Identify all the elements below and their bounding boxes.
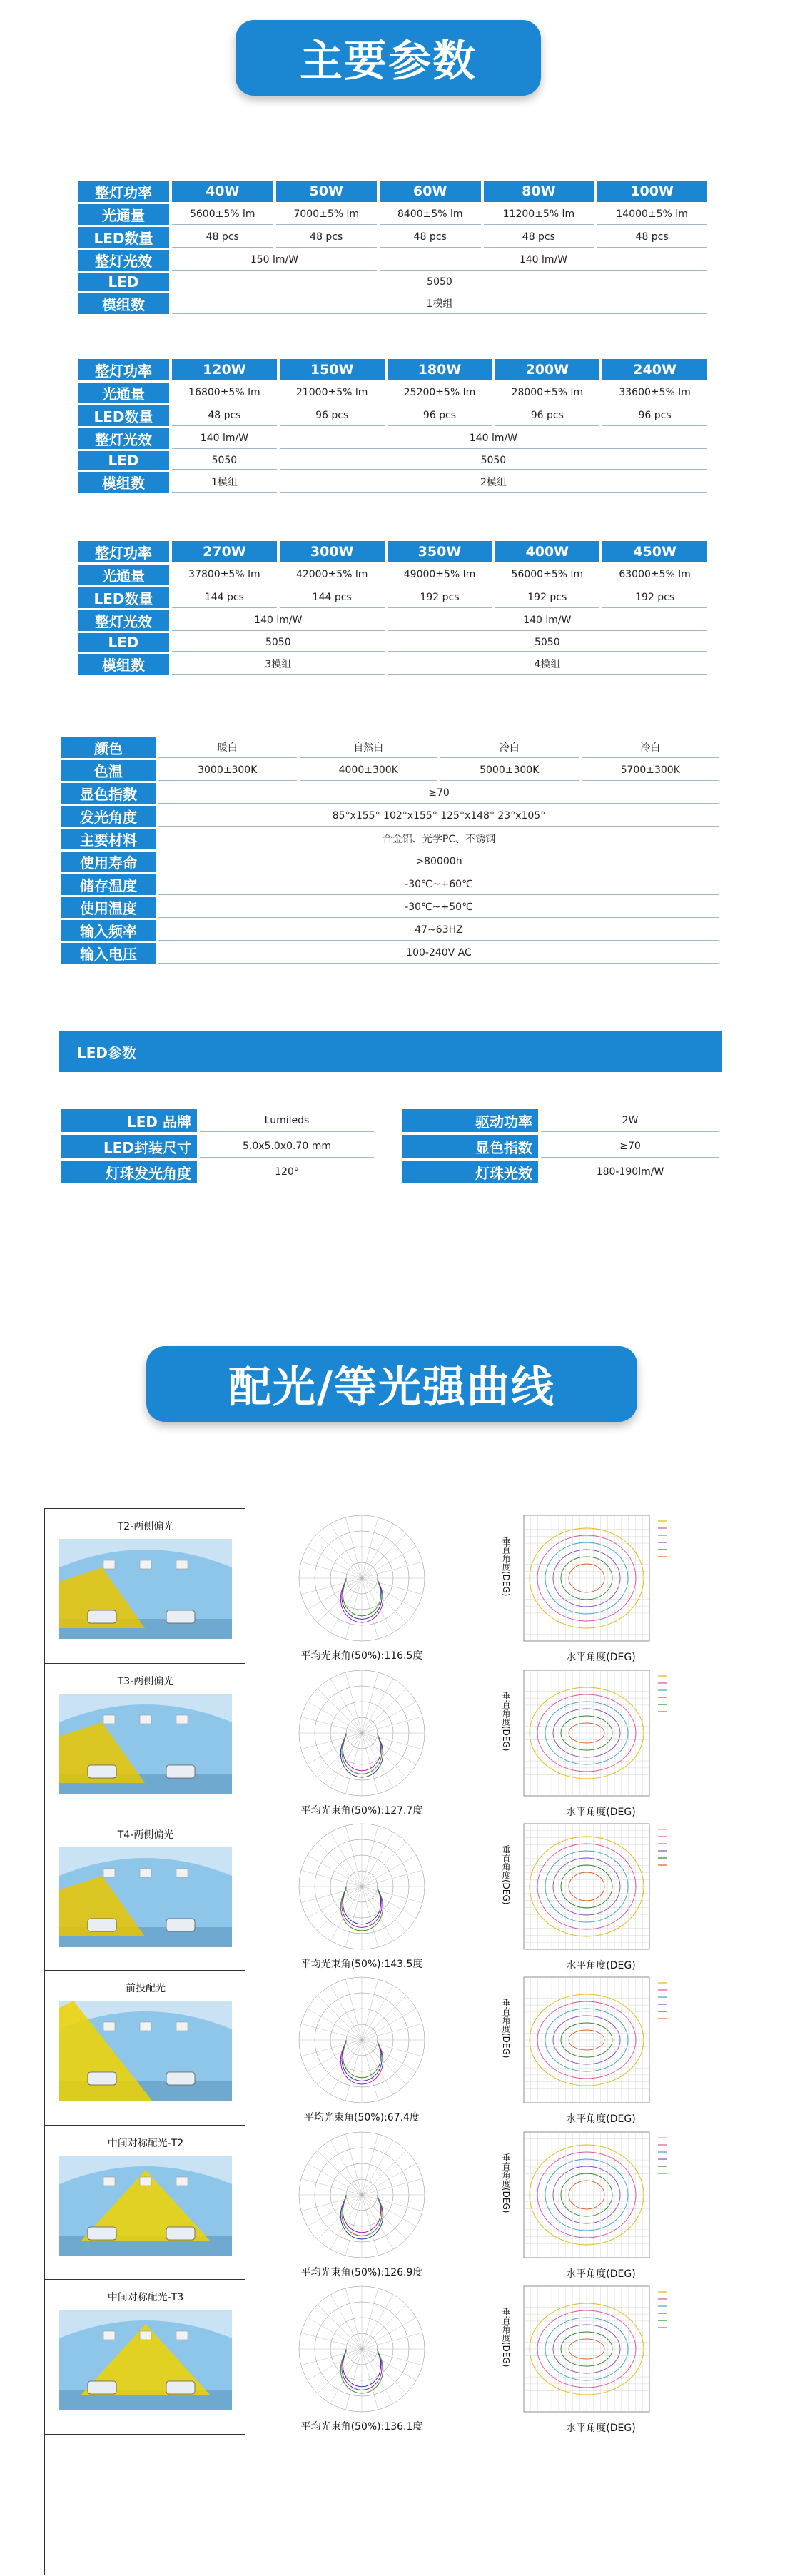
scene-illustration bbox=[59, 2001, 232, 2101]
distribution-row bbox=[44, 1508, 715, 1664]
general-row bbox=[61, 760, 719, 781]
spec-value: 48 pcs bbox=[597, 227, 707, 248]
spec-row-label: LED数量 bbox=[78, 587, 169, 608]
scene-card bbox=[44, 1663, 245, 1819]
general-row-label: 输入电压 bbox=[61, 943, 156, 964]
spec-value: 192 pcs bbox=[495, 587, 599, 608]
spec-row-label: 整灯光效 bbox=[78, 250, 169, 271]
led-params-title: LED参数 bbox=[77, 1044, 137, 1061]
spec-wattage: 240W bbox=[602, 359, 707, 380]
spec-row bbox=[78, 359, 707, 380]
led-param-value: 180-190lm/W bbox=[541, 1161, 719, 1183]
scene-card bbox=[44, 1508, 245, 1664]
general-value: 暖白 bbox=[158, 737, 297, 758]
spec-group-value: 140 lm/W bbox=[388, 610, 707, 631]
scene-title: T3-两侧偏光 bbox=[117, 1676, 174, 1687]
general-row-label: 发光角度 bbox=[61, 806, 156, 827]
spec-value: 96 pcs bbox=[280, 405, 385, 426]
general-row-label: 使用寿命 bbox=[61, 852, 156, 872]
spec-row-label: 整灯光效 bbox=[78, 428, 169, 449]
spec-group-value: 4模组 bbox=[388, 654, 707, 675]
spec-wattage: 400W bbox=[495, 541, 599, 562]
distribution-row bbox=[44, 2125, 715, 2280]
spec-row bbox=[78, 565, 707, 585]
spec-row bbox=[78, 541, 707, 562]
scene-card bbox=[44, 1970, 245, 2126]
led-param-row bbox=[61, 1161, 374, 1183]
led-param-label: LED 品牌 bbox=[61, 1109, 197, 1132]
spec-row bbox=[78, 227, 707, 248]
spec-row bbox=[78, 610, 707, 631]
spec-value: 42000±5% lm bbox=[280, 565, 385, 585]
general-value: >80000h bbox=[158, 852, 719, 872]
spec-row-label: 整灯光效 bbox=[78, 610, 169, 631]
general-row bbox=[61, 943, 719, 964]
scene-illustration bbox=[59, 1694, 232, 1794]
spec-value: 7000±5% lm bbox=[276, 204, 378, 225]
spec-span-value: 5050 bbox=[172, 273, 707, 291]
spec-value: 8400±5% lm bbox=[380, 204, 481, 225]
spec-row-label: 模组数 bbox=[78, 472, 169, 493]
isolux-chart bbox=[508, 2128, 722, 2263]
spec-row-label: 整灯功率 bbox=[78, 359, 169, 380]
spec-row bbox=[78, 451, 707, 470]
spec-row-label: LED bbox=[78, 633, 169, 652]
spec-value: 96 pcs bbox=[495, 405, 599, 426]
led-param-row bbox=[61, 1109, 374, 1132]
iso-y-axis-label: 垂直角度(DEG) bbox=[501, 1999, 511, 2059]
section-banner-main-params bbox=[0, 0, 785, 114]
spec-row bbox=[78, 654, 707, 675]
spec-wattage: 270W bbox=[172, 541, 277, 562]
spec-wattage: 180W bbox=[388, 359, 492, 380]
spec-value: 48 pcs bbox=[172, 227, 273, 248]
spec-row bbox=[78, 587, 707, 608]
spec-row bbox=[78, 273, 707, 291]
spec-group-value: 5050 bbox=[172, 633, 385, 652]
beam-angle-caption: 平均光束角(50%):143.5度 bbox=[300, 1959, 423, 1970]
spec-group-value: 140 lm/W bbox=[172, 428, 277, 449]
led-param-row bbox=[402, 1161, 719, 1183]
general-params-table bbox=[59, 735, 722, 966]
led-param-label: 显色指数 bbox=[402, 1135, 538, 1158]
led-params-left-table bbox=[59, 1106, 377, 1186]
polar-curve-chart bbox=[280, 2279, 444, 2419]
spec-value: 37800±5% lm bbox=[172, 565, 277, 585]
spec-value: 21000±5% lm bbox=[280, 383, 385, 403]
general-row bbox=[61, 852, 719, 872]
spec-value: 28000±5% lm bbox=[495, 383, 599, 403]
spec-value: 48 pcs bbox=[172, 405, 277, 426]
beam-angle-caption: 平均光束角(50%):136.1度 bbox=[300, 2421, 423, 2433]
distribution-row bbox=[44, 2279, 715, 2435]
led-param-row bbox=[402, 1135, 719, 1158]
spec-row bbox=[78, 405, 707, 426]
led-param-label: 灯珠发光角度 bbox=[61, 1161, 197, 1183]
spec-value: 144 pcs bbox=[172, 587, 277, 608]
spec-value: 144 pcs bbox=[280, 587, 385, 608]
spec-row-label: 光通量 bbox=[78, 383, 169, 403]
scene-card bbox=[44, 1817, 245, 1972]
spec-row-label: LED bbox=[78, 451, 169, 470]
spec-wattage: 350W bbox=[388, 541, 492, 562]
iso-x-axis-label: 水平角度(DEG) bbox=[566, 2423, 636, 2434]
spec-table bbox=[75, 178, 710, 316]
led-params-bar bbox=[59, 1031, 722, 1072]
general-row-label: 使用温度 bbox=[61, 897, 156, 918]
spec-value: 56000±5% lm bbox=[495, 565, 599, 585]
spec-wattage: 150W bbox=[280, 359, 385, 380]
isolux-chart bbox=[508, 1666, 722, 1802]
spec-value: 49000±5% lm bbox=[388, 565, 492, 585]
spec-value: 63000±5% lm bbox=[602, 565, 707, 585]
iso-y-axis-label: 垂直角度(DEG) bbox=[501, 2308, 511, 2368]
general-value: 100-240V AC bbox=[158, 943, 719, 964]
spec-wattage: 80W bbox=[484, 181, 594, 202]
spec-value: 14000±5% lm bbox=[597, 204, 707, 225]
general-value: 冷白 bbox=[440, 737, 579, 758]
spec-value: 48 pcs bbox=[484, 227, 594, 248]
iso-x-axis-label: 水平角度(DEG) bbox=[566, 2113, 636, 2125]
spec-row bbox=[78, 204, 707, 225]
spec-wattage: 300W bbox=[280, 541, 385, 562]
general-row-label: 显色指数 bbox=[61, 783, 156, 804]
beam-angle-caption: 平均光束角(50%):126.9度 bbox=[300, 2267, 423, 2278]
spec-group-value: 5050 bbox=[280, 451, 707, 470]
spec-wattage: 120W bbox=[172, 359, 277, 380]
general-value: ≥70 bbox=[158, 783, 719, 804]
scene-title: T2-两侧偏光 bbox=[117, 1521, 174, 1532]
spec-value: 48 pcs bbox=[276, 227, 378, 248]
isolux-chart bbox=[508, 1511, 722, 1647]
iso-y-axis-label: 垂直角度(DEG) bbox=[501, 1537, 511, 1597]
scene-illustration bbox=[59, 1539, 232, 1639]
scene-title: 中间对称配光-T2 bbox=[107, 2138, 184, 2149]
general-value: 4000±300K bbox=[300, 760, 438, 781]
distribution-row bbox=[44, 1970, 715, 2126]
spec-row-label: 模组数 bbox=[78, 654, 169, 675]
spec-group-value: 5050 bbox=[172, 451, 277, 470]
spec-group-value: 1模组 bbox=[172, 472, 277, 493]
scene-title: 中间对称配光-T3 bbox=[107, 2292, 184, 2303]
general-value: 自然白 bbox=[300, 737, 438, 758]
spec-value: 16800±5% lm bbox=[172, 383, 277, 403]
spec-value: 192 pcs bbox=[602, 587, 707, 608]
spec-value: 33600±5% lm bbox=[602, 383, 707, 403]
polar-curve-chart bbox=[280, 1817, 444, 1956]
section-banner-distribution bbox=[0, 1328, 785, 1442]
spec-value: 48 pcs bbox=[380, 227, 481, 248]
spec-row-label: LED数量 bbox=[78, 405, 169, 426]
general-row bbox=[61, 897, 719, 918]
general-value: -30℃~+50℃ bbox=[158, 897, 719, 918]
spec-row-label: 光通量 bbox=[78, 204, 169, 225]
spec-group-value: 5050 bbox=[388, 633, 707, 652]
general-value: -30℃~+60℃ bbox=[158, 874, 719, 895]
spec-group-value: 150 lm/W bbox=[172, 250, 377, 271]
general-value: 85°x155° 102°x155° 125°x148° 23°x105° bbox=[158, 806, 719, 827]
led-param-row bbox=[61, 1135, 374, 1158]
led-param-label: 驱动功率 bbox=[402, 1109, 538, 1132]
isolux-chart bbox=[508, 1819, 722, 1955]
distribution-row bbox=[44, 1663, 715, 1819]
spec-row bbox=[78, 181, 707, 202]
spec-row bbox=[78, 633, 707, 652]
iso-x-axis-label: 水平角度(DEG) bbox=[566, 1960, 636, 1971]
led-param-label: LED封装尺寸 bbox=[61, 1135, 197, 1158]
led-param-row bbox=[402, 1109, 719, 1132]
scene-title: 前投配光 bbox=[126, 1983, 166, 1994]
polar-curve-chart bbox=[280, 2125, 444, 2265]
general-row bbox=[61, 737, 719, 758]
scene-illustration bbox=[59, 1847, 232, 1947]
spec-table bbox=[75, 539, 710, 677]
spec-group-value: 140 lm/W bbox=[380, 250, 707, 271]
spec-row bbox=[78, 383, 707, 403]
spec-group-value: 140 lm/W bbox=[280, 428, 707, 449]
spec-span-value: 1模组 bbox=[172, 293, 707, 314]
general-value: 3000±300K bbox=[158, 760, 297, 781]
general-value: 5000±300K bbox=[440, 760, 579, 781]
spec-row-label: LED bbox=[78, 273, 169, 291]
general-value: 合金铝、光学PC、不锈钢 bbox=[158, 829, 719, 849]
general-row bbox=[61, 783, 719, 804]
beam-angle-caption: 平均光束角(50%):67.4度 bbox=[304, 2112, 420, 2123]
spec-wattage: 450W bbox=[602, 541, 707, 562]
led-param-label: 灯珠光效 bbox=[402, 1161, 538, 1183]
spec-value: 192 pcs bbox=[388, 587, 492, 608]
general-value: 冷白 bbox=[582, 737, 720, 758]
general-row-label: 主要材料 bbox=[61, 829, 156, 849]
beam-angle-caption: 平均光束角(50%):127.7度 bbox=[300, 1805, 423, 1817]
led-param-value: ≥70 bbox=[541, 1135, 719, 1158]
isolux-chart bbox=[508, 1973, 722, 2108]
general-row-label: 输入频率 bbox=[61, 920, 156, 941]
isolux-chart bbox=[508, 2282, 722, 2418]
spec-group-value: 140 lm/W bbox=[172, 610, 385, 631]
spec-value: 5600±5% lm bbox=[172, 204, 273, 225]
spec-row bbox=[78, 293, 707, 314]
general-row bbox=[61, 920, 719, 941]
distribution-row bbox=[44, 1817, 715, 1972]
iso-x-axis-label: 水平角度(DEG) bbox=[566, 1652, 636, 1663]
iso-x-axis-label: 水平角度(DEG) bbox=[566, 1807, 636, 1818]
spec-value: 96 pcs bbox=[388, 405, 492, 426]
iso-y-axis-label: 垂直角度(DEG) bbox=[501, 1845, 511, 1905]
spec-row-label: 光通量 bbox=[78, 565, 169, 585]
scene-title: T4-两侧偏光 bbox=[117, 1829, 174, 1841]
scene-illustration bbox=[59, 2310, 232, 2410]
spec-wattage: 200W bbox=[495, 359, 599, 380]
spec-value: 11200±5% lm bbox=[484, 204, 594, 225]
general-row-label: 色温 bbox=[61, 760, 156, 781]
spec-wattage: 50W bbox=[276, 181, 378, 202]
spec-table bbox=[75, 357, 710, 495]
iso-y-axis-label: 垂直角度(DEG) bbox=[501, 2153, 511, 2213]
led-param-value: 5.0x5.0x0.70 mm bbox=[200, 1135, 374, 1158]
iso-x-axis-label: 水平角度(DEG) bbox=[566, 2268, 636, 2280]
general-row bbox=[61, 806, 719, 827]
spec-wattage: 60W bbox=[380, 181, 481, 202]
section-title-distribution: 配光/等光强曲线 bbox=[146, 1346, 637, 1422]
general-row-label: 储存温度 bbox=[61, 874, 156, 895]
general-value: 47~63HZ bbox=[158, 920, 719, 941]
led-param-value: 2W bbox=[541, 1109, 719, 1132]
section-title-main-params: 主要参数 bbox=[236, 20, 541, 96]
spec-row-label: 模组数 bbox=[78, 293, 169, 314]
spec-wattage: 40W bbox=[172, 181, 273, 202]
spec-value: 25200±5% lm bbox=[388, 383, 492, 403]
spec-wattage: 100W bbox=[597, 181, 707, 202]
led-params-right-table bbox=[400, 1106, 722, 1186]
led-param-value: 120° bbox=[200, 1161, 374, 1183]
beam-angle-caption: 平均光束角(50%):116.5度 bbox=[300, 1650, 423, 1662]
general-row bbox=[61, 874, 719, 895]
spec-row-label: LED数量 bbox=[78, 227, 169, 248]
scene-illustration bbox=[59, 2156, 232, 2256]
spec-row bbox=[78, 428, 707, 449]
spec-row bbox=[78, 250, 707, 271]
led-param-value: Lumileds bbox=[200, 1109, 374, 1132]
scene-card bbox=[44, 2279, 245, 2435]
polar-curve-chart bbox=[280, 1663, 444, 1803]
spec-group-value: 3模组 bbox=[172, 654, 385, 675]
polar-curve-chart bbox=[280, 1508, 444, 1648]
general-value: 5700±300K bbox=[582, 760, 720, 781]
general-row bbox=[61, 829, 719, 849]
spec-row-label: 整灯功率 bbox=[78, 181, 169, 202]
iso-y-axis-label: 垂直角度(DEG) bbox=[501, 1692, 511, 1752]
spec-group-value: 2模组 bbox=[280, 472, 707, 493]
scene-card bbox=[44, 2125, 245, 2280]
spec-value: 96 pcs bbox=[602, 405, 707, 426]
spec-row-label: 整灯功率 bbox=[78, 541, 169, 562]
spec-row bbox=[78, 472, 707, 493]
general-row-label: 颜色 bbox=[61, 737, 156, 758]
polar-curve-chart bbox=[280, 1970, 444, 2110]
